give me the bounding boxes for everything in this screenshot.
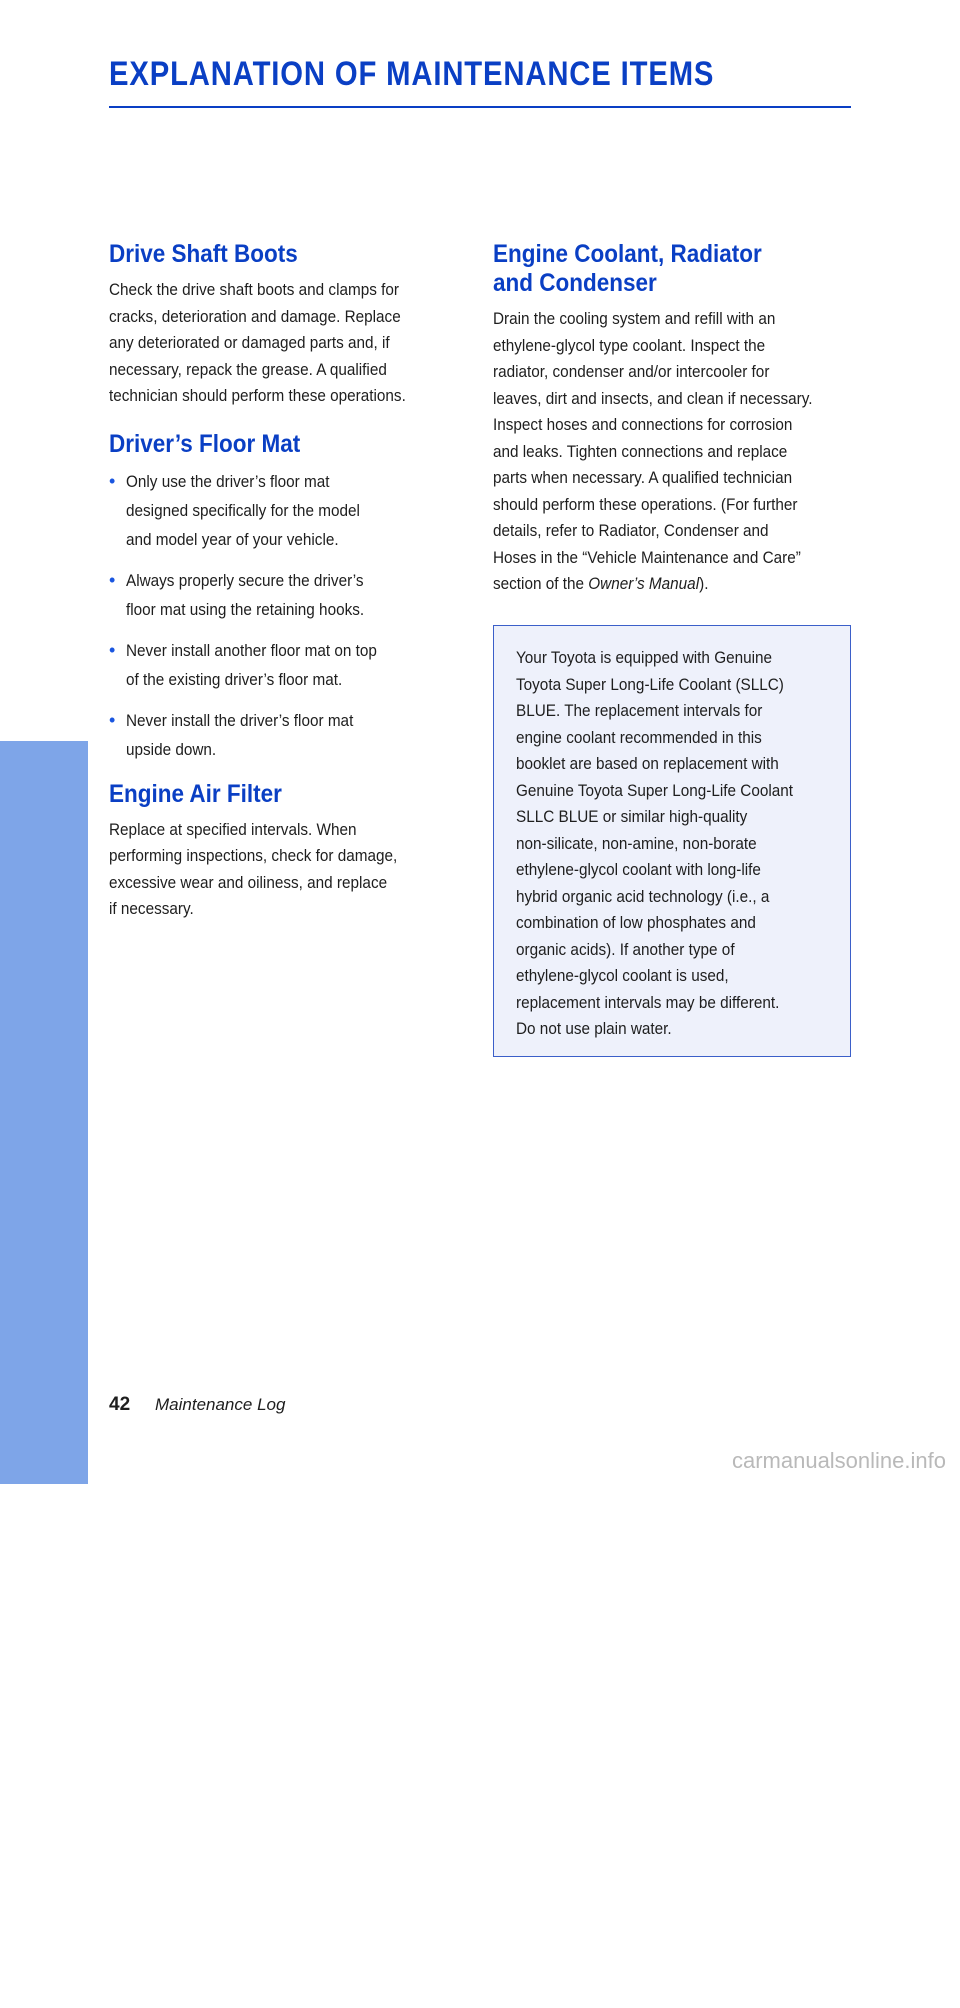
title-divider bbox=[109, 106, 851, 108]
left-column bbox=[109, 240, 454, 939]
drive-shaft-boots-text: Check the drive shaft boots and clamps for cracks, deterioration and damage. Replace any deteriorated or damaged parts and, if necessary, repack the grease. A qualified technician should perform these operations. bbox=[109, 280, 406, 405]
watermark: carmanualsonline.info bbox=[731, 1448, 946, 1473]
coolant-text: Drain the cooling system and refill with an ethylene-glycol type coolant. Inspect the radiator, condenser and/or intercooler for leaves, dirt and insects, and clean if necessary. Inspect hoses and connections for corrosion and leaks. Tighten connections and replace parts when necessary. A qualified technician should perform these operations. (For further details, refer to Radiator, Condenser and Hoses in the “Vehicle Maintenance and Care” section of the Owner’s Manual). bbox=[493, 306, 855, 598]
air-filter-text: Replace at specified intervals. When performing inspections, check for damage, excessive wear and oiliness, and replace if necessary. bbox=[109, 819, 398, 918]
section-side-tab bbox=[0, 741, 88, 2008]
bullet-icon: • bbox=[109, 639, 116, 660]
callout-text: Your Toyota is equipped with Genuine Toyota Super Long-Life Coolant (SLLC) BLUE. The replacement intervals for engine coolant recommended in this booklet are based on replacement with Genuine Toyota Super Long-Life Coolant SLLC BLUE or similar high-quality non-silicate, non-amine, non-borate ethylene-glycol coolant with long-life hybrid organic acid technology (i.e., a combination of low phosphates and organic acids). If another type of ethylene-glycol coolant is used, replacement intervals may be different. Do not use plain water. bbox=[516, 648, 794, 1038]
air-filter-heading: Engine Air Filter bbox=[109, 779, 282, 808]
owners-manual-reference: Owner’s Manual bbox=[588, 574, 700, 593]
page-title: EXPLANATION OF MAINTENANCE ITEMS bbox=[109, 55, 715, 93]
drive-shaft-boots-section bbox=[109, 240, 454, 410]
floor-mat-heading: Driver’s Floor Mat bbox=[109, 429, 301, 458]
floor-mat-list bbox=[109, 467, 454, 764]
coolant-info-callout bbox=[493, 625, 851, 1057]
air-filter-section bbox=[109, 780, 454, 923]
coolant-heading: Engine Coolant, Radiator and Condenser bbox=[493, 240, 762, 297]
footer-label: Maintenance Log bbox=[155, 1395, 286, 1414]
bullet-icon: • bbox=[109, 470, 116, 491]
side-tab-label: MAINTENANCE bbox=[23, 1698, 64, 2008]
right-column bbox=[493, 240, 855, 614]
page-number: 42 bbox=[109, 1394, 131, 1415]
bullet-icon: • bbox=[109, 709, 116, 730]
bullet-icon: • bbox=[109, 569, 116, 590]
list-item: • Never install another floor mat on top of the existing driver’s floor mat. bbox=[109, 636, 454, 694]
list-item: • Never install the driver’s floor mat upside down. bbox=[109, 706, 454, 764]
list-item: • Always properly secure the driver’s floor mat using the retaining hooks. bbox=[109, 566, 454, 624]
coolant-section bbox=[493, 240, 855, 598]
floor-mat-section bbox=[109, 430, 454, 764]
drive-shaft-boots-heading: Drive Shaft Boots bbox=[109, 240, 298, 268]
coolant-last-line: section of the Owner’s Manual). bbox=[493, 574, 709, 593]
list-item: • Only use the driver’s floor mat designed specifically for the model and model year of your vehicle. bbox=[109, 467, 454, 554]
